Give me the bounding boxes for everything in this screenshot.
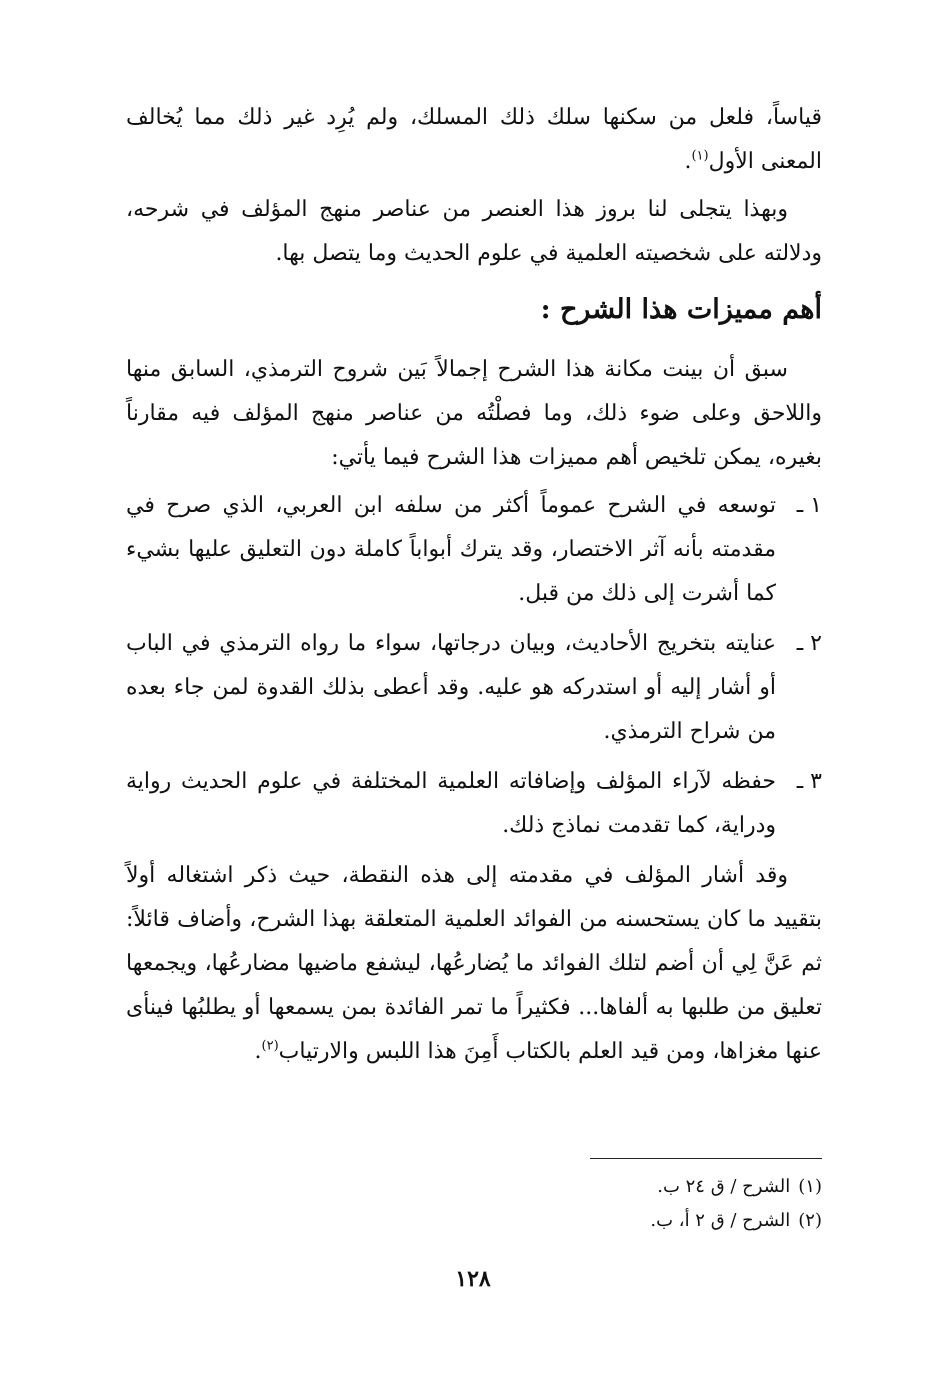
list-item-text: عنايته بتخريج الأحاديث، وبيان درجاتها، سواء ما رواه الترمذي في الباب أو أشار إليه أو استدركه هو عليه. وقد أعطى بذلك القدوة لمن جاء بعده من شراح الترمذي. xyxy=(126,631,776,744)
list-item xyxy=(126,760,822,848)
list-item-text: حفظه لآراء المؤلف وإضافاته العلمية المختلفة في علوم الحديث رواية ودراية، كما تقدمت نماذج ذلك. xyxy=(126,769,776,838)
list-item-text: توسعه في الشرح عموماً أكثر من سلفه ابن العربي، الذي صرح في مقدمته بأنه آثر الاختصار، وقد يترك أبواباً كاملة دون التعليق عليها بشيء كما أشرت إلى ذلك من قبل. xyxy=(126,493,776,606)
list-item-number: ٣ ـ xyxy=(796,769,822,794)
page-number: ١٢٨ xyxy=(455,1266,491,1292)
paragraph-text: قياساً، فلعل من سكنها سلك ذلك المسلك، ولم يُرِد غير ذلك مما يُخالف المعنى الأول xyxy=(126,105,822,174)
paragraph-conclusion: وبهذا يتجلى لنا بروز هذا العنصر من عناصر منهج المؤلف في شرحه، ودلالته على شخصيته العلمية في علوم الحديث وما يتصل بها. xyxy=(126,197,822,266)
footnote-number: (٢) xyxy=(798,1210,822,1231)
footnote-text: الشرح / ق ٢٤ ب. xyxy=(657,1176,791,1197)
footnotes xyxy=(222,1170,822,1238)
section-intro: سبق أن بينت مكانة هذا الشرح إجمالاً بَين شروح الترمذي، السابق منها واللاحق وعلى ضوء ذلك، وما فصلْتُه من عناصر منهج المؤلف فيه مقارناً بغيره، يمكن تلخيص أهم مميزات هذا الشرح فيما يأتي: xyxy=(126,357,822,470)
footnote-ref-1[interactable]: (١) xyxy=(691,148,709,164)
closing-text: وقد أشار المؤلف في مقدمته إلى هذه النقطة، حيث ذكر اشتغاله أولاً بتقييد ما كان يستحسنه من الفوائد العلمية المتعلقة بهذا الشرح، وأضاف قائلاً: ثم عَنَّ لِي أن أضم لتلك الفوائد ما يُضارعُها، ليشفع ماضيها مضارعُها، ويجمعها تعليق من طلبها به ألفاها... فكثيراً ما تمر الفائدة بمن يسمعها أو يطلبُها فينأى عنها مغزاها، ومن قيد العلم بالكتاب أَمِنَ هذا اللبس والارتياب xyxy=(126,863,822,1064)
features-list xyxy=(126,484,822,848)
footnote-ref-2[interactable]: (٢) xyxy=(261,1038,279,1054)
paragraph-continuation xyxy=(126,96,822,184)
closing-end: . xyxy=(254,1039,262,1064)
paragraph-end: . xyxy=(684,149,692,174)
footnote-2 xyxy=(222,1204,822,1238)
footnote-divider xyxy=(590,1158,822,1159)
list-item xyxy=(126,484,822,616)
page-body xyxy=(126,96,822,1078)
list-item-number: ٢ ـ xyxy=(796,631,822,656)
footnote-number: (١) xyxy=(798,1176,822,1197)
footnote-text: الشرح / ق ٢ أ، ب. xyxy=(650,1210,791,1231)
list-item-number: ١ ـ xyxy=(796,493,822,518)
footnote-1 xyxy=(222,1170,822,1204)
list-item xyxy=(126,622,822,754)
section-heading: أهم مميزات هذا الشرح : xyxy=(540,294,822,325)
closing-paragraph xyxy=(126,854,822,1074)
